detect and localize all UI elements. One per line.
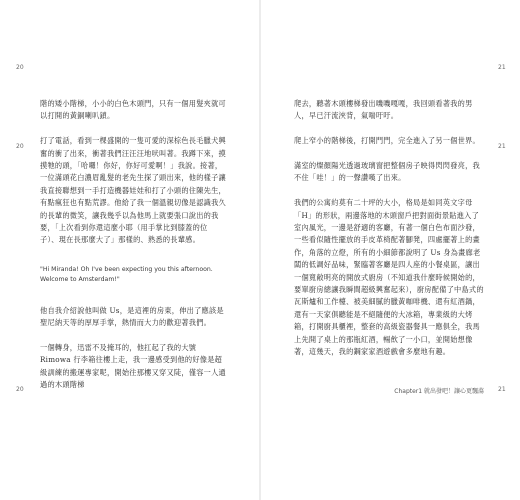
right-page [260, 0, 520, 500]
paragraph: 打了電話，看到一棵盛開的一隻可愛的深棕色長毛臘犬興奮的衝了出來，衝著我們汪汪汪地吠叫著。我蹲下來，摸摸牠的頭，「哈囉！你好，你好可愛啊！」我說。接著，一位滿頭花白濃眉亂髮的老先生探了頭出來，他的樣子讓我直接聯想到一手打造機器娃娃和打了小頭的住陳先生，有點瘋狂也有點荒謬。他給了我一個溫親切像是認識我久的長輩的微笑，讓我幾乎以為他馬上就要張口說出的我要，「上次看到你還這麼小耶（用手掌比到膝蓋的位子）、現在長那麼大了」那樣的、熟悉的長輩感。 [40, 136, 226, 245]
page-number-top: 20 [16, 64, 24, 71]
paragraph: 滿室的燦顏陽光透過玻璃窗把整個房子映得閃閃發亮，我不住「哇！」的一聲讚嘆了出來。 [294, 161, 480, 183]
paragraph: 階的矮小階梯，小小的白色木頭門，只有一個用髮夾就可以打開的黃銅喇叭鎖。 [40, 99, 226, 121]
paragraph: 爬上窄小的階梯後，打開門門，完全進入了另一個世界。 [294, 136, 480, 146]
right-page-body [294, 98, 484, 371]
page-number-side: 21 [498, 143, 506, 150]
english-quote: "Hi Miranda! Oh I've been expecting you this afternoon. Welcome to Amsterdam!" [40, 265, 213, 283]
running-footer: Chapter1 就出發吧！讓心更飄蕩 [394, 388, 484, 395]
page-number-top: 21 [498, 64, 506, 71]
paragraph: 爬去，聽著木頭樓梯發出嘰嘰嘎嘎，我回頭看著我的男人，早已汗流浹背，氣喘吁吁。 [294, 99, 473, 121]
page-number-side: 20 [16, 143, 24, 150]
page-number-bottom: 20 [16, 386, 24, 393]
page-number-bottom: 21 [498, 386, 506, 393]
paragraph: 他自我介紹說他叫做 Us，是這裡的房東，伸出了應該是聖尼納天等的厚厚手掌，熱情而大力的歡迎著我們。 [40, 305, 224, 328]
left-page-body [40, 98, 226, 404]
paragraph: 我們的公寓約莫有二十坪的大小，格局是如同英文字母「H」的形狀，兩邊落地的木頭窗戶把對面街景貼進入了室內風光，一邊是舒適的客廳，有著一個白色布面沙發，一些看似隨性擺放的手皮革椅配著腳凳，四處擺著上的畫作，角落的立燈，所有的小細節都說明了 Us 身為畫廊老闆的低調好品味，緊臨著客廳是四人座的小餐桌區，讓出一個寬敞明亮的開放式廚房（不知道我什麼時候開始的，要單廚房總讓我瞬間超級興奮起來），廚房配備了中島式的瓦斯爐和工作檯、被美細膩的臘黃咖啡機、還有紅酒鍋，還有一天家俱聽能是不絕隨便的大冰箱，專業級的大烤箱，打開廚具櫃裡，整套的高級瓷器餐具一應俱全，我馬上先開了桌上的那瓶紅酒，暢飲了一小口，並開始想像著，這幾天，我的鋼家家酒遊戲會多麼地有趣。 [294, 198, 484, 357]
paragraph: 一個轉身，迅雷不及掩耳的，他扛起了我的大號 Rimowa 行李箱往樓上走，我一邊感受到他的好像是超級訓練的搬運專家呢，開始往那樓又穿又陡，僅容一人通過的木頭階梯 [40, 343, 226, 390]
